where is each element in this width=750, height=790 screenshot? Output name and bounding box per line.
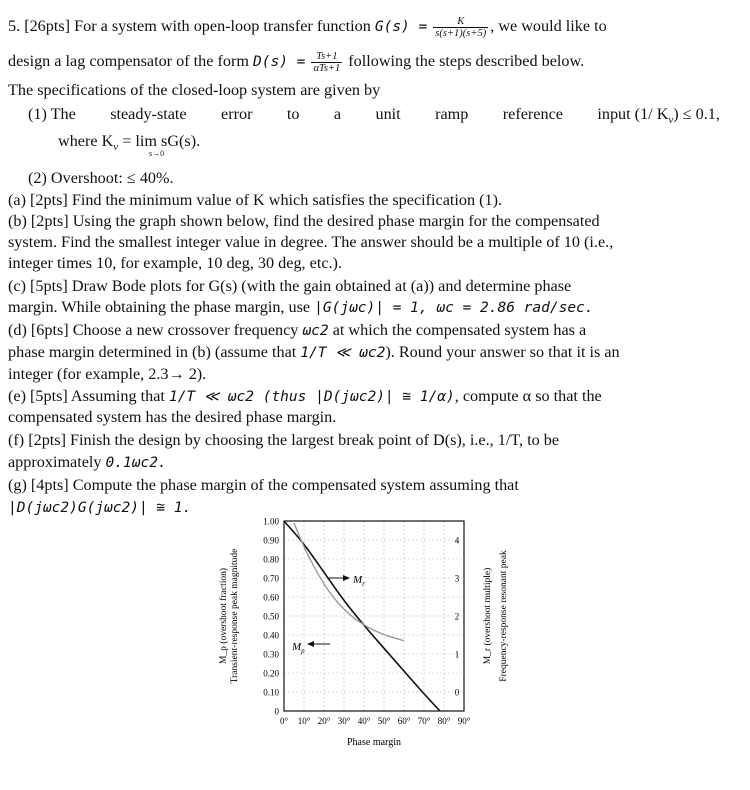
spec1-w4: to	[286, 105, 300, 123]
intro-text-1a: 5. [26pts] For a system with open-loop transfer function	[8, 17, 375, 36]
intro-text-1b: , we would like to	[490, 17, 607, 36]
spec-2: (2) Overshoot: ≤ 40%.	[28, 169, 174, 187]
where-kv: where K	[58, 132, 114, 150]
lim-expression: = lim sG(s).	[118, 132, 201, 150]
part-d-3: integer (for example, 2.3→ 2).	[8, 365, 207, 383]
part-f-2	[8, 452, 167, 473]
y-left-tick-label: 0.40	[263, 630, 279, 641]
mp-arrow-head	[307, 641, 314, 647]
intro-line-1	[8, 16, 607, 39]
y-left-tick-label: 1.00	[263, 516, 279, 527]
part-d-2-text: phase margin determined in (b) (assume that	[8, 343, 301, 361]
phase-margin-chart	[210, 510, 530, 750]
d-lhs: D(s) =	[253, 54, 306, 71]
x-tick-label: 10°	[297, 716, 311, 726]
part-d-1	[8, 320, 586, 341]
x-tick-label: 0°	[279, 716, 289, 726]
g-denominator: s(s+1)(s+5)	[435, 28, 487, 39]
part-g-2	[8, 497, 191, 518]
part-d-1-text-b: at which the compensated system has a	[328, 321, 587, 339]
part-c-2-math: |G(jωc)| = 1, ωc = 2.86 rad/sec.	[314, 300, 594, 316]
part-e-2: compensated system has the desired phase margin.	[8, 408, 337, 426]
y-right-label-2: M_r (overshoot multiple)	[483, 567, 493, 665]
part-e-1	[8, 386, 602, 407]
x-axis-label: Phase margin	[347, 737, 401, 748]
y-right-tick-label: 1	[454, 649, 460, 660]
y-right-tick-label: 2	[454, 611, 460, 622]
x-tick-label: 90°	[457, 716, 471, 726]
part-d-2-math: 1/T ≪ ωc2	[300, 345, 386, 361]
y-left-tick-label: 0.20	[263, 668, 279, 679]
part-g-1: (g) [4pts] Compute the phase margin of the compensated system assuming that	[8, 476, 519, 494]
g-fraction	[433, 16, 488, 39]
part-d-1-math: ωc2	[302, 323, 329, 339]
part-f-2-text: approximately	[8, 453, 106, 471]
spec-1-line-1	[28, 104, 720, 130]
y-left-tick-labels	[263, 517, 279, 717]
part-c-2	[8, 297, 594, 318]
series-line-mr	[294, 523, 404, 641]
y-left-tick-label: 0	[274, 706, 279, 717]
part-e-1-text: (e) [5pts] Assuming that	[8, 387, 169, 405]
y-left-tick-label: 0.30	[263, 649, 279, 660]
intro-text-2b: following the steps described below.	[344, 52, 585, 71]
d-fraction	[311, 51, 342, 74]
chart-grid	[284, 521, 464, 711]
part-d-2-text-b: ). Round your answer so that it is an	[385, 343, 620, 361]
spec1-w9: input (1/ $K_v) \le 0.1$,	[597, 105, 720, 127]
spec1-w8: reference	[502, 105, 563, 123]
spec-1-line-2	[58, 131, 200, 157]
d-denominator: αTs+1	[313, 63, 341, 74]
x-tick-label: 40°	[357, 716, 371, 726]
x-tick-label: 20°	[317, 716, 331, 726]
intro-text-2a: design a lag compensator of the form	[8, 52, 253, 71]
d-numerator: Ts+1	[311, 51, 342, 63]
y-left-tick-label: 0.70	[263, 573, 279, 584]
x-tick-label: 60°	[397, 716, 411, 726]
part-d-1-text: (d) [6pts] Choose a new crossover frequency	[8, 321, 303, 339]
g-numerator: K	[433, 16, 488, 28]
part-a: (a) [2pts] Find the minimum value of K which satisfies the specification (1).	[8, 191, 503, 209]
part-b-1: (b) [2pts] Using the graph shown below, find the desired phase margin for the compensated	[8, 212, 600, 230]
mr-arrow-head	[343, 575, 350, 581]
spec1-w6: unit	[375, 105, 401, 123]
y-left-tick-label: 0.60	[263, 592, 279, 603]
y-left-tick-label: 0.10	[263, 687, 279, 698]
y-left-label-2: M_p (overshoot fraction)	[219, 567, 229, 665]
lim-subscript: s→0	[149, 149, 165, 158]
mp-label: $M_p$	[292, 641, 305, 655]
y-right-tick-label: 0	[454, 687, 460, 698]
y-left-tick-label: 0.50	[263, 611, 279, 622]
part-d-2	[8, 342, 620, 363]
kv-sub: v	[113, 141, 119, 154]
part-f-1: (f) [2pts] Finish the design by choosing the largest break point of D(s), i.e., 1/T, to be	[8, 431, 560, 449]
spec1-w5: a	[333, 105, 342, 123]
y-left-tick-label: 0.90	[263, 535, 279, 546]
part-e-1-text-b: , compute α so that the	[454, 387, 602, 405]
part-e-1-math: 1/T ≪ ωc2 (thus |D(jωc2)| ≅ 1/α)	[168, 389, 455, 405]
spec1-w2: steady-state	[110, 105, 187, 123]
spec1-w1: (1) The	[28, 105, 76, 123]
g-lhs: G(s) =	[374, 19, 428, 36]
spec1-w3: error	[221, 105, 253, 123]
mr-label: $M_r$	[353, 574, 365, 588]
spec1-w7: ramp	[435, 105, 469, 123]
part-b-2: system. Find the smallest integer value in degree. The answer should be a multiple of 10 (i.e.,	[8, 233, 614, 251]
intro-line-3: The specifications of the closed-loop system are given by	[8, 81, 381, 99]
y-left-label-1: Transient-response peak magnitude	[230, 548, 240, 684]
part-g-2-math: |D(jωc2)G(jωc2)| ≅ 1.	[8, 500, 192, 516]
y-right-tick-label: 4	[454, 535, 460, 546]
part-f-2-math: 0.1ωc2.	[105, 455, 167, 471]
x-tick-label: 30°	[337, 716, 351, 726]
x-tick-label: 70°	[417, 716, 431, 726]
part-b-3: integer times 10, for example, 10 deg, 30 deg, etc.).	[8, 254, 342, 272]
part-c-1: (c) [5pts] Draw Bode plots for G(s) (with the gain obtained at (a)) and determine phase	[8, 277, 572, 295]
part-c-2-text: margin. While obtaining the phase margin, use	[8, 298, 315, 316]
x-tick-labels	[280, 716, 471, 726]
intro-line-2	[8, 51, 584, 74]
x-tick-label: 50°	[377, 716, 391, 726]
y-right-label-1: Frequency-response resonant peak	[499, 550, 509, 682]
x-tick-label: 80°	[437, 716, 451, 726]
y-left-tick-label: 0.80	[263, 554, 279, 565]
y-right-tick-label: 3	[454, 573, 460, 584]
